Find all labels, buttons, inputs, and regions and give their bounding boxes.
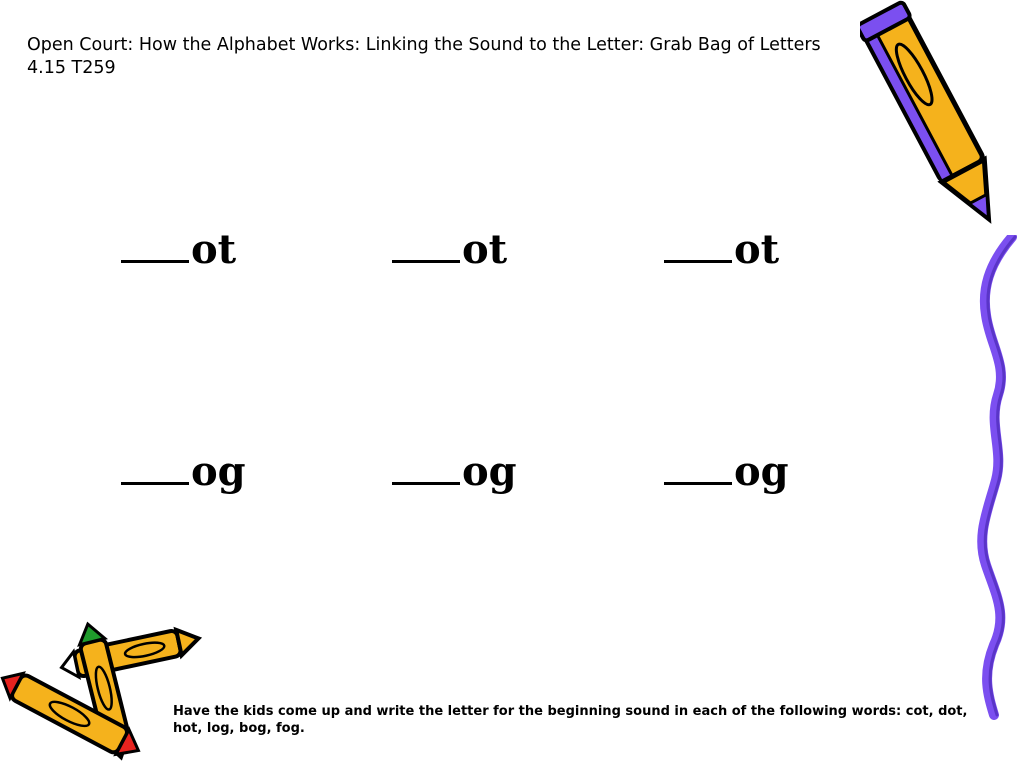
blank-line <box>664 482 732 485</box>
word-blank-ot <box>121 226 237 273</box>
page-title: Open Court: How the Alphabet Works: Linking the Sound to the Letter: Grab Bag of Letters 4.15 T259 <box>27 35 821 78</box>
word-blank-og <box>392 448 517 495</box>
word-blank-ot <box>392 226 508 273</box>
blank-line <box>121 482 189 485</box>
word-ending: ot <box>191 226 237 273</box>
word-blank-og <box>121 448 246 495</box>
word-ending: ot <box>734 226 780 273</box>
word-blank-ot <box>664 226 780 273</box>
blank-line <box>392 482 460 485</box>
instructions-text: Have the kids come up and write the letter for the beginning sound in each of the following words: cot, dot, hot, log, bog, fog. <box>173 704 968 736</box>
wavy-ribbon-decoration <box>968 235 1018 720</box>
word-ending: og <box>734 448 789 495</box>
blank-line <box>664 260 732 263</box>
word-ending: og <box>462 448 517 495</box>
word-ending: og <box>191 448 246 495</box>
pencil-icon <box>860 0 1010 245</box>
blank-line <box>121 260 189 263</box>
crayons-icon <box>0 618 205 763</box>
word-ending: ot <box>462 226 508 273</box>
word-blank-og <box>664 448 789 495</box>
blank-line <box>392 260 460 263</box>
